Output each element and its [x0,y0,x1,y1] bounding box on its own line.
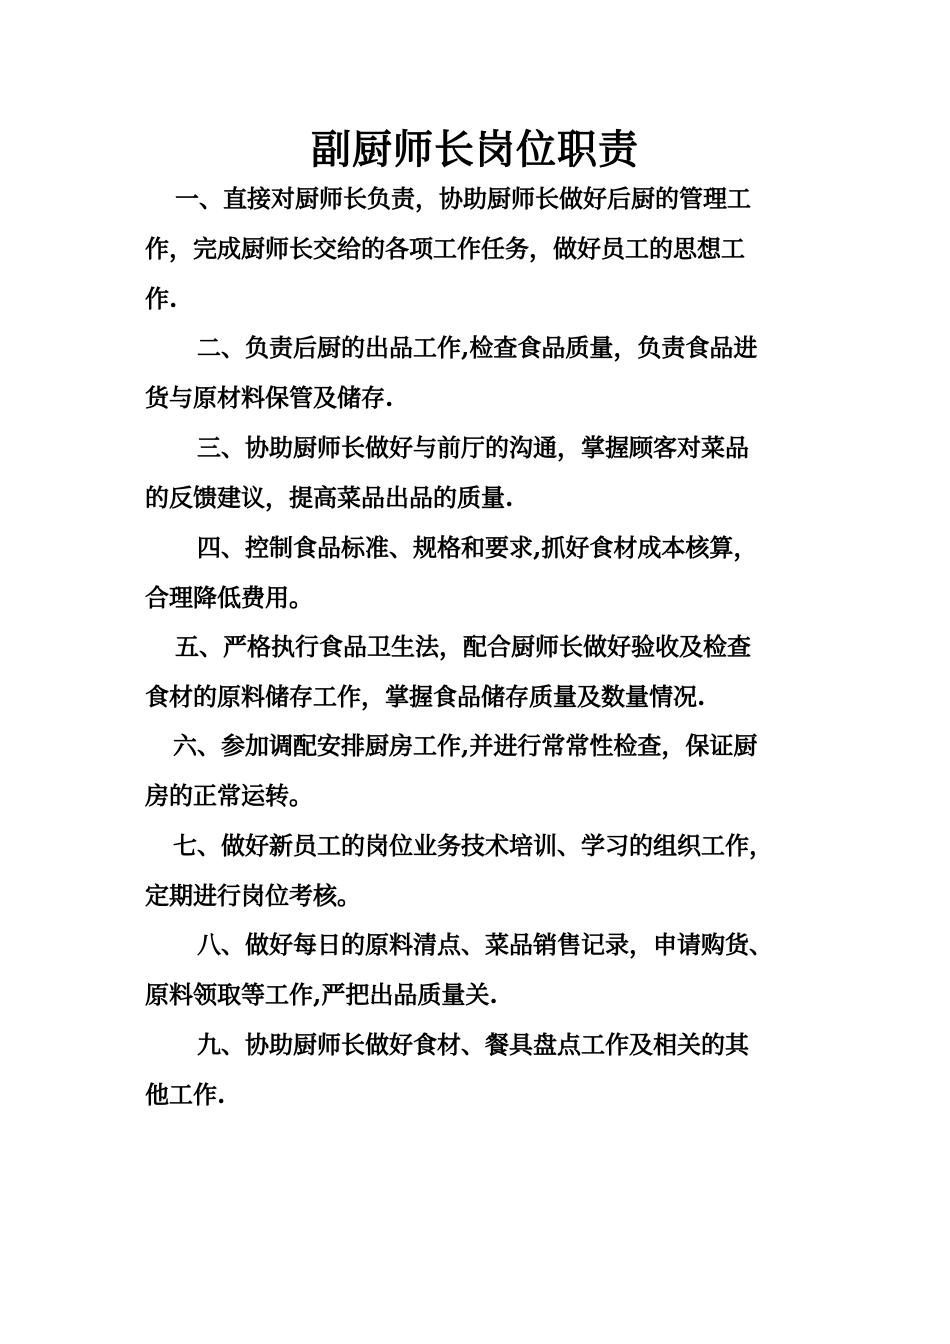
paragraph-line: 四、控制食品标准、规格和要求,抓好食材成本核算， [197,533,758,562]
paragraph-9 [145,1020,825,1120]
paragraph-line: 原料领取等工作,严把出品质量关. [145,980,498,1009]
paragraph-2 [145,323,825,423]
paragraph-6 [145,721,825,821]
paragraph-line: 作. [145,284,178,313]
paragraph-line: 六、参加调配安排厨房工作,并进行常常性检查，保证厨 [173,731,758,760]
paragraph-line: 房的正常运转。 [145,781,313,810]
paragraph-line: 定期进行岗位考核。 [145,881,361,910]
paragraph-3 [145,423,825,523]
paragraph-line: 货与原材料保管及储存. [145,383,394,412]
paragraph-line: 九、协助厨师长做好食材、餐具盘点工作及相关的其 [197,1030,749,1059]
paragraph-line: 他工作. [145,1080,226,1109]
paragraph-line: 一、直接对厨师长负责，协助厨师长做好后厨的管理工 [175,184,751,213]
document-title: 副厨师长岗位职责 [311,126,639,173]
paragraph-line: 二、负责后厨的出品工作,检查食品质量，负责食品进 [197,333,758,362]
paragraph-line: 三、协助厨师长做好与前厅的沟通，掌握顾客对菜品 [197,433,749,462]
paragraph-4 [145,523,825,623]
paragraph-line: 八、做好每日的原料清点、菜品销售记录，申请购货、 [197,930,773,959]
paragraph-line: 的反馈建议，提高菜品出品的质量. [145,483,514,512]
paragraph-1 [145,174,825,324]
paragraph-line: 食材的原料储存工作，掌握食品储存质量及数量情况. [145,682,706,711]
paragraph-8 [145,920,825,1020]
paragraph-line: 五、严格执行食品卫生法，配合厨师长做好验收及检查 [175,632,751,661]
paragraph-line: 作，完成厨师长交给的各项工作任务，做好员工的思想工 [145,234,745,263]
paragraph-line: 合理降低费用。 [145,583,313,612]
paragraph-5 [145,622,825,722]
paragraph-line: 七、做好新员工的岗位业务技术培训、学习的组织工作， [173,831,773,860]
paragraph-7 [145,821,825,921]
